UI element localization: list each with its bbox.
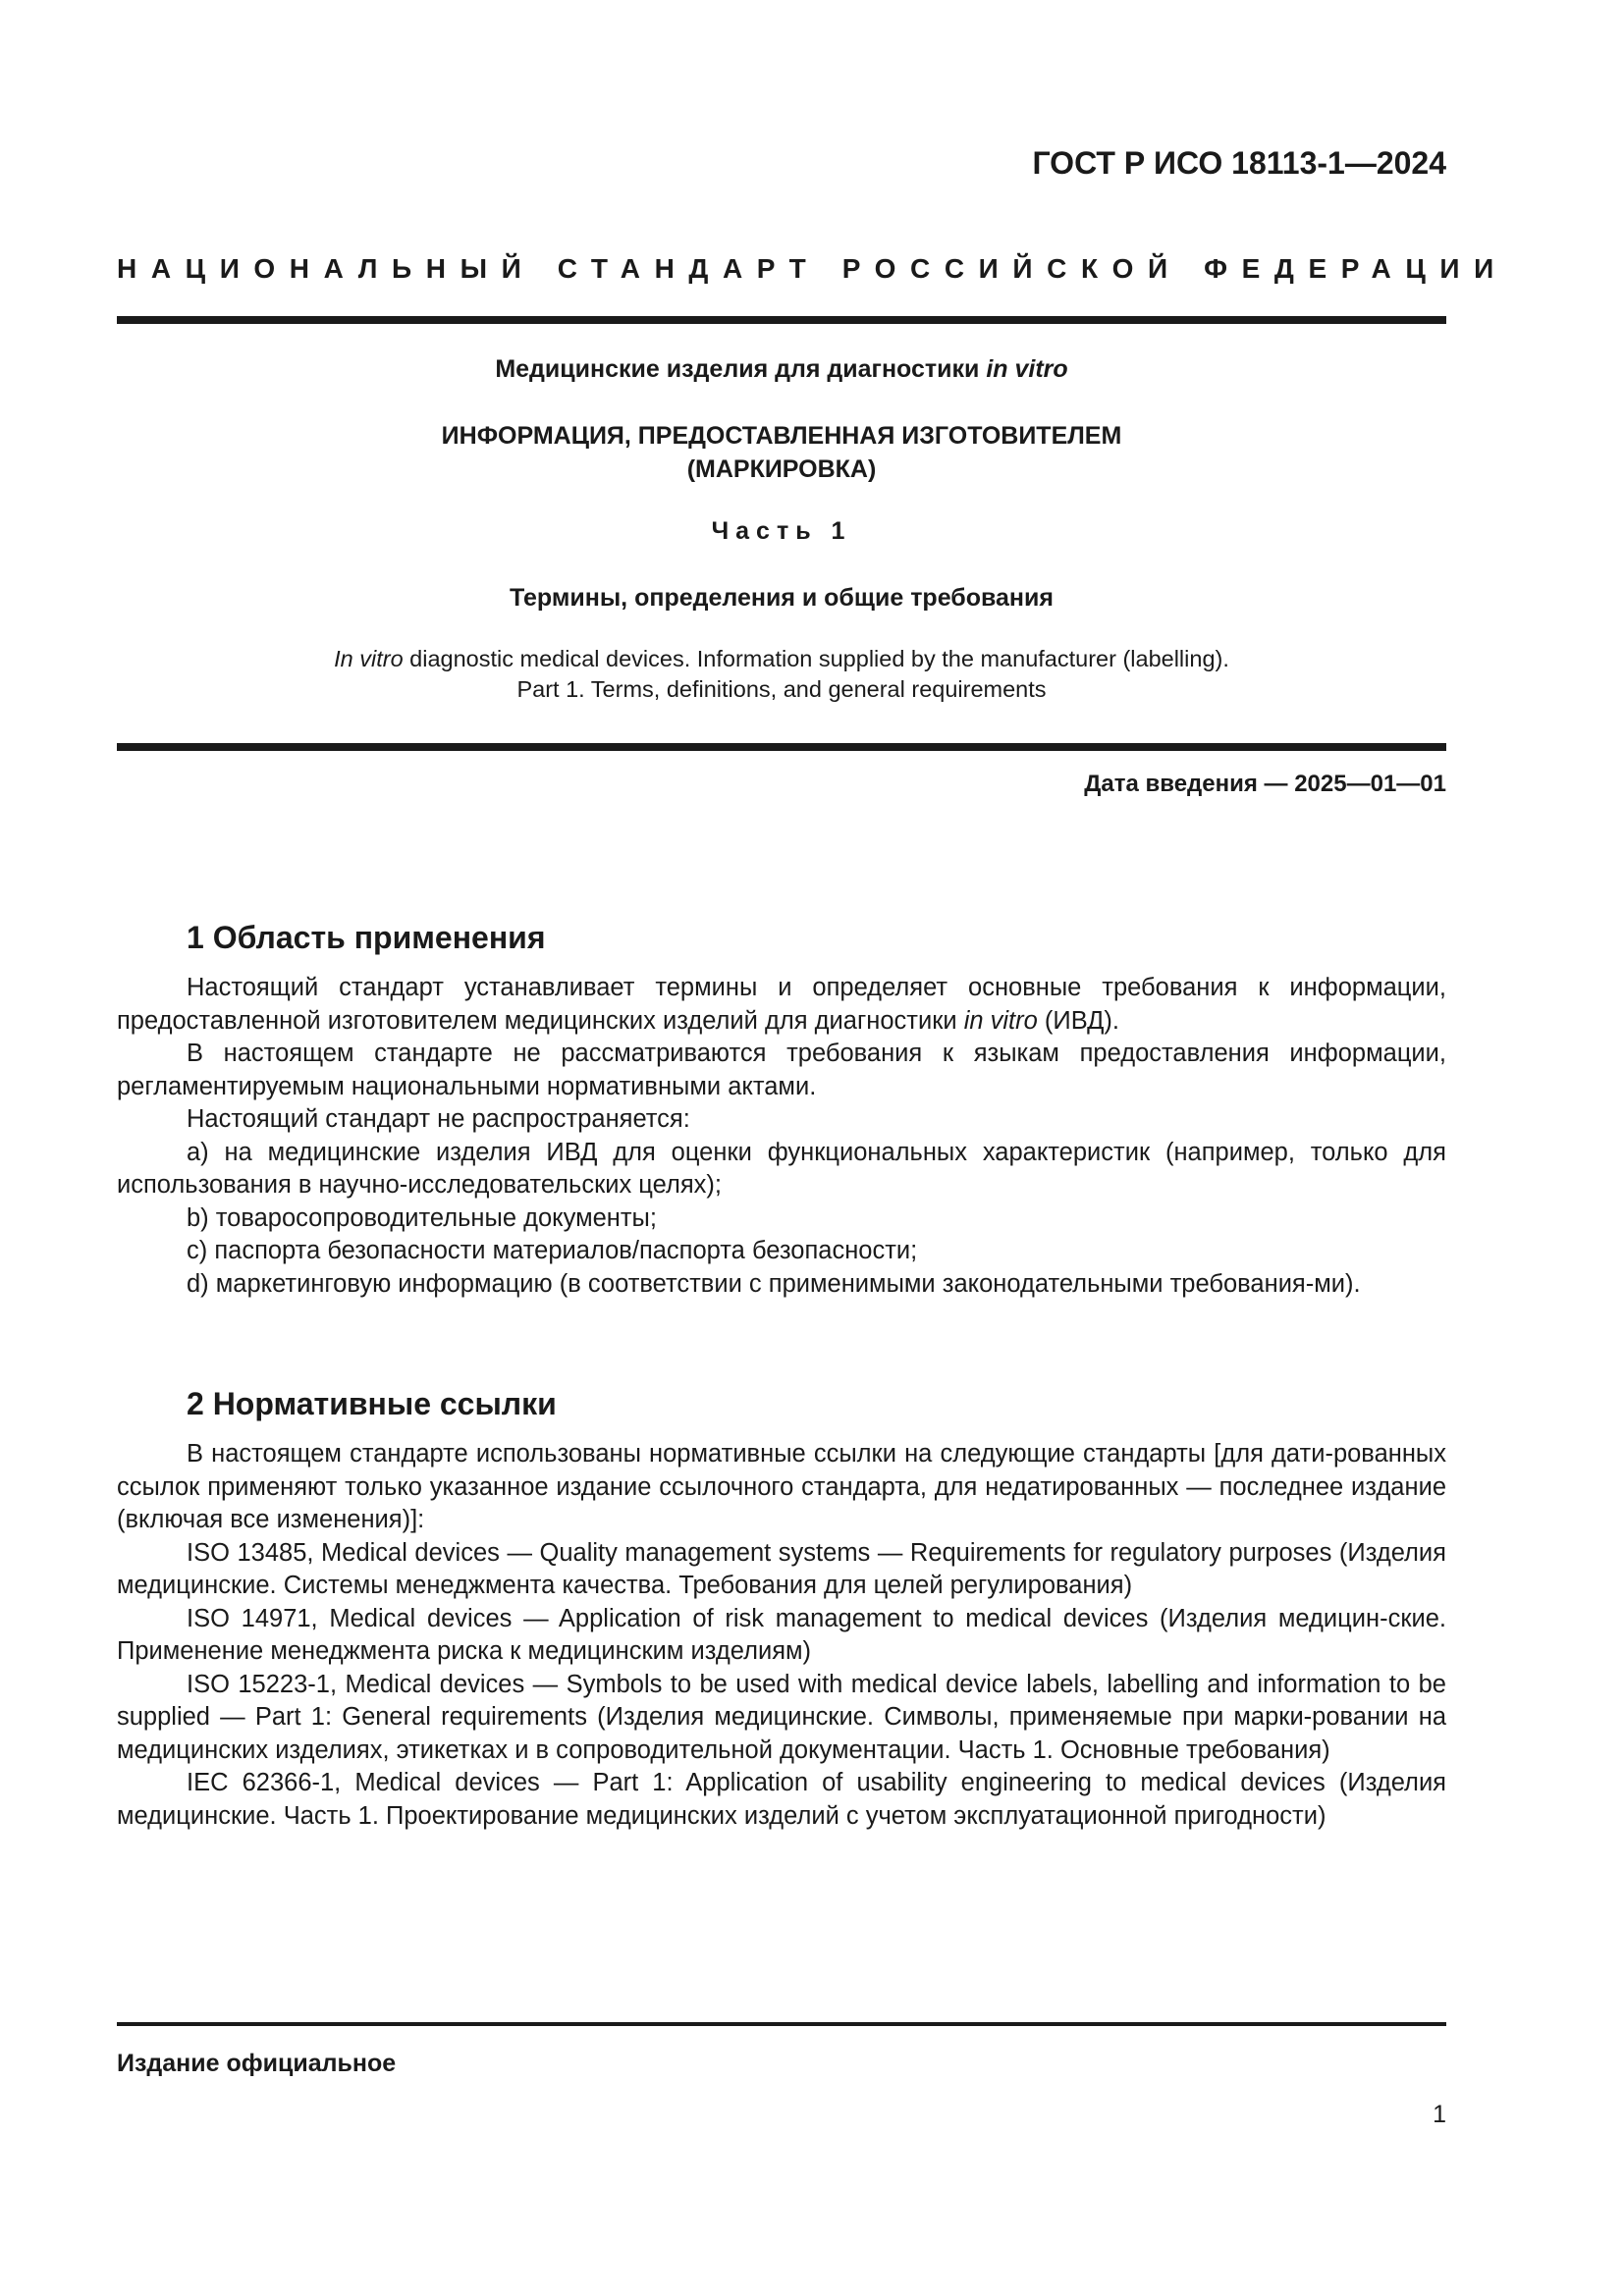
section-heading: 1 Область применения [187, 920, 546, 955]
reference-item: ISO 13485, Medical devices — Quality management systems — Requirements for regulatory purposes (Изделия медицинские. Системы менеджмента качества. Требования для целей регулирования) [117, 1538, 1446, 1599]
title-bottom-divider [117, 743, 1446, 751]
introduction-date: Дата введения — 2025—01—01 [1084, 771, 1446, 797]
official-edition-label: Издание официальное [117, 2050, 397, 2077]
paragraph: Настоящий стандарт устанавливает термины и определяет основные требования к информации, предоставленной изготовителем медицинских изделий для диагностики in vitro (ИВД). [117, 974, 1446, 1035]
list-item: d) маркетинговую информацию (в соответствии с применимыми законодательными требования-ми). [187, 1269, 1361, 1298]
main-title [117, 419, 1446, 486]
list-item: b) товаросопроводительные документы; [187, 1203, 657, 1232]
section-normative-references [117, 1386, 1446, 1833]
reference-item: ISO 15223-1, Medical devices — Symbols to be used with medical device labels, labelling and information to be supplied — Part 1: General requirements (Изделия медицинские. Символы, применяемые при марки-ровании на медицинских изделиях, этикетках и в сопроводительной документации. Часть 1. Основные требования) [117, 1670, 1446, 1764]
paragraph: В настоящем стандарте не рассматриваются требования к языкам предоставления информации, регламентируемым национальными нормативными актами. [117, 1040, 1446, 1100]
reference-item: IEC 62366-1, Medical devices — Part 1: Application of usability engineering to medical devices (Изделия медицинские. Часть 1. Проектирование медицинских изделий с учетом эксплуатационной пригодности) [117, 1769, 1446, 1830]
english-title: In vitro diagnostic medical devices. Information supplied by the manufacturer (labelling). Part 1. Terms, definitions, and general requirements [334, 646, 1229, 702]
main-title-line1: ИНФОРМАЦИЯ, ПРЕДОСТАВЛЕННАЯ ИЗГОТОВИТЕЛЕМ [441, 422, 1122, 450]
national-standard-banner: НАЦИОНАЛЬНЫЙ СТАНДАРТ РОССИЙСКОЙ ФЕДЕРАЦИИ [117, 253, 1508, 284]
subtitle: Термины, определения и общие требования [510, 584, 1054, 612]
part-label: Часть 1 [711, 517, 852, 545]
list-item: c) паспорта безопасности материалов/паспорта безопасности; [187, 1237, 918, 1264]
paragraph: Настоящий стандарт не распространяется: [187, 1105, 690, 1133]
list-item: a) на медицинские изделия ИВД для оценки функциональных характеристик (например, только для использования в научно-исследовательских целях); [117, 1138, 1446, 1199]
section-scope [117, 920, 1446, 1301]
section-heading: 2 Нормативные ссылки [187, 1386, 557, 1421]
document-code: ГОСТ Р ИСО 18113-1—2024 [1032, 145, 1446, 181]
page-number: 1 [1433, 2101, 1446, 2128]
title-line-ru: Медицинские изделия для диагностики in vitro [495, 355, 1068, 383]
paragraph: В настоящем стандарте использованы нормативные ссылки на следующие стандарты [для дати-рованных ссылок применяют только указанное издание ссылочного стандарта, для недатированных — последнее издание (включая все изменения)]: [117, 1440, 1446, 1533]
reference-item: ISO 14971, Medical devices — Application of risk management to medical devices (Изделия медицин-ские. Применение менеджмента риска к медицинским изделиям) [117, 1604, 1446, 1665]
top-divider [117, 316, 1446, 324]
footer-divider [117, 2022, 1446, 2026]
main-title-line2: (МАРКИРОВКА) [686, 455, 877, 483]
